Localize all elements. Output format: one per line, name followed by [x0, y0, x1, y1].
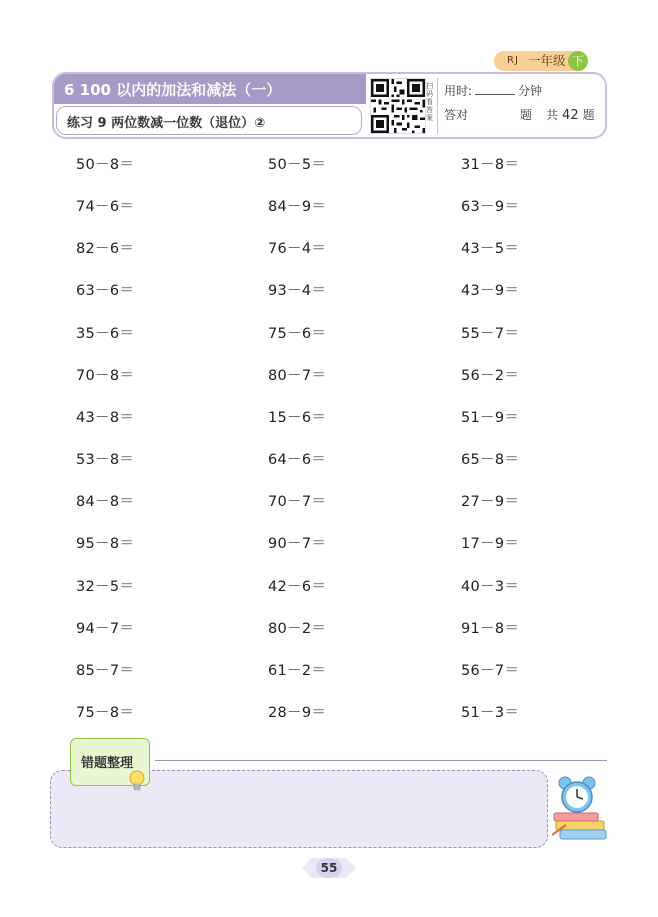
time-blank[interactable]	[475, 82, 515, 95]
qr-code-icon[interactable]	[370, 78, 426, 134]
problem-2-12: 80－2＝	[268, 620, 327, 637]
term-badge: 下	[568, 51, 588, 71]
problem-2-5: 75－6＝	[268, 325, 327, 342]
total-count: 42	[562, 108, 579, 123]
correct-unit: 题	[520, 108, 533, 122]
problem-1-4: 63－6＝	[76, 283, 135, 300]
problem-3-9: 27－9＝	[461, 494, 520, 511]
problem-1-5: 35－6＝	[76, 325, 135, 342]
series-label: RJ	[507, 55, 519, 66]
problem-2-13: 61－2＝	[268, 662, 327, 679]
mistake-divider	[155, 760, 607, 761]
score-row	[444, 106, 595, 130]
stats-divider	[437, 78, 438, 134]
problem-2-8: 64－6＝	[268, 452, 327, 469]
problem-2-7: 15－6＝	[268, 409, 327, 426]
problem-1-6: 70－8＝	[76, 367, 135, 384]
problem-1-9: 84－8＝	[76, 494, 135, 511]
problem-3-2: 63－9＝	[461, 199, 520, 216]
problem-2-4: 93－4＝	[268, 283, 327, 300]
unit-band	[54, 74, 366, 104]
problem-1-7: 43－8＝	[76, 409, 135, 426]
problem-3-11: 40－3＝	[461, 578, 520, 595]
problem-3-7: 51－9＝	[461, 409, 520, 426]
problem-3-13: 56－7＝	[461, 662, 520, 679]
problem-2-3: 76－4＝	[268, 241, 327, 258]
header-card	[52, 72, 607, 139]
problem-2-1: 50－5＝	[268, 157, 327, 173]
problem-2-6: 80－7＝	[268, 367, 327, 384]
problem-3-6: 56－2＝	[461, 367, 520, 384]
problem-3-5: 55－7＝	[461, 325, 520, 342]
problem-3-10: 17－9＝	[461, 536, 520, 553]
unit-title: 6 100 以内的加法和减法（一）	[64, 81, 282, 99]
total-unit: 题	[582, 108, 595, 122]
clock-on-books-icon	[552, 775, 610, 843]
qr-caption: 扫码看答案	[426, 82, 433, 122]
problem-3-4: 43－9＝	[461, 283, 520, 300]
correct-label: 答对	[444, 108, 469, 122]
time-label: 用时:	[444, 84, 473, 98]
grade-badge	[494, 51, 588, 71]
problem-1-12: 94－7＝	[76, 620, 135, 637]
problem-2-14: 28－9＝	[268, 704, 327, 721]
grade-label: 一年级	[528, 53, 566, 68]
problem-3-14: 51－3＝	[461, 704, 520, 721]
lesson-box	[56, 106, 362, 135]
page-number: 55	[320, 861, 338, 875]
mistake-label: 错题整理	[81, 756, 134, 771]
problem-1-10: 95－8＝	[76, 536, 135, 553]
problem-3-8: 65－8＝	[461, 452, 520, 469]
problem-2-9: 70－7＝	[268, 494, 327, 511]
lightbulb-icon	[128, 770, 146, 794]
problem-3-3: 43－5＝	[461, 241, 520, 258]
problem-1-1: 50－8＝	[76, 157, 135, 173]
problem-1-2: 74－6＝	[76, 199, 135, 216]
problem-3-1: 31－8＝	[461, 157, 520, 173]
problem-1-11: 32－5＝	[76, 578, 135, 595]
stats-panel	[444, 82, 595, 130]
time-unit: 分钟	[518, 84, 543, 98]
problem-3-12: 91－8＝	[461, 620, 520, 637]
problem-1-8: 53－8＝	[76, 452, 135, 469]
problem-2-11: 42－6＝	[268, 578, 327, 595]
lesson-title: 练习 9 两位数减一位数（退位）②	[67, 116, 266, 131]
problem-2-10: 90－7＝	[268, 536, 327, 553]
problem-1-13: 85－7＝	[76, 662, 135, 679]
time-row	[444, 82, 595, 106]
total-label: 共	[546, 108, 559, 122]
problem-1-3: 82－6＝	[76, 241, 135, 258]
problem-1-14: 75－8＝	[76, 704, 135, 721]
problem-2-2: 84－9＝	[268, 199, 327, 216]
